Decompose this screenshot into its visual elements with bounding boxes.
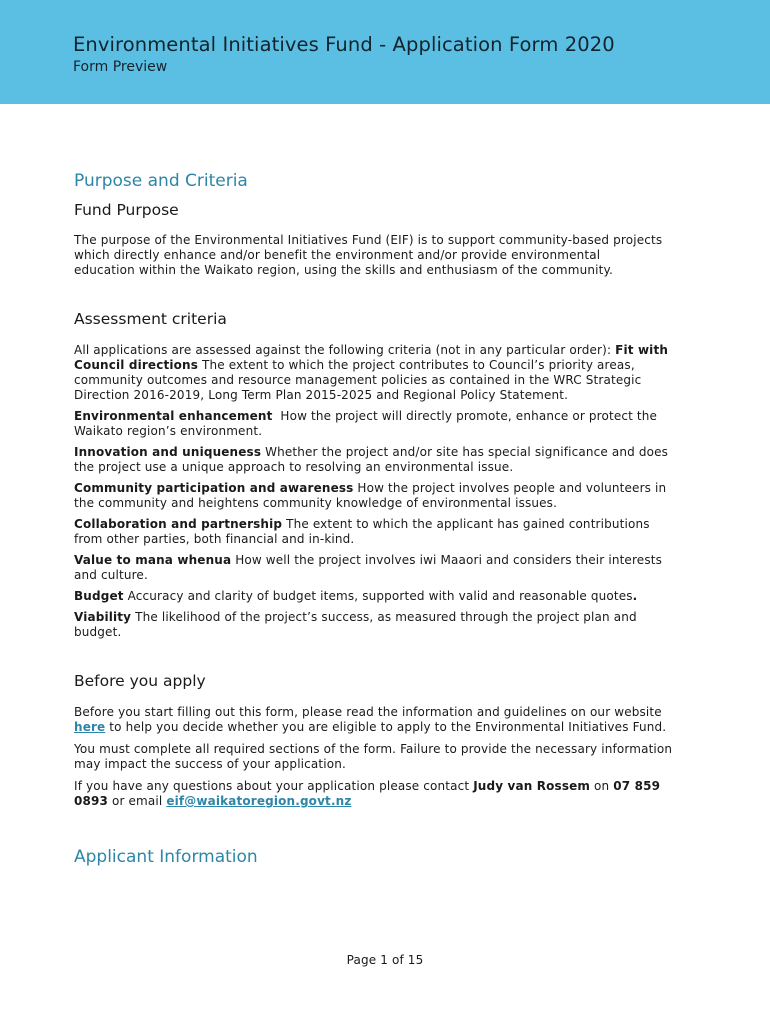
- criterion-text: The extent to which the project contributes to Council’s priority areas, community outcomes and resource management policies as contained in the WRC Strategic Direction 2016-2019, Long Term Plan 2015-2025 and Regional Policy Statement.: [74, 358, 642, 402]
- assessment-criterion-8: [74, 610, 674, 640]
- contact-phone: 07 859 0893: [74, 779, 661, 808]
- purpose-section-title: Purpose and Criteria: [74, 171, 248, 191]
- criterion-text: Whether the project and/or site has special significance and does the project use a unique approach to resolving an environmental issue.: [74, 445, 669, 474]
- before-apply-paragraph-3: [74, 779, 674, 809]
- before-apply-paragraph-2: You must complete all required sections of the form. Failure to provide the necessary information may impact the success of your application.: [74, 742, 673, 771]
- guidelines-link[interactable]: here: [74, 720, 106, 734]
- criterion-label: Viability: [74, 610, 132, 624]
- criterion-text: Accuracy and clarity of budget items, supported with valid and reasonable quotes: [123, 589, 633, 603]
- criterion-label: Innovation and uniqueness: [74, 445, 262, 459]
- criterion-label: Environmental enhancement: [74, 409, 273, 423]
- fund-purpose-title: Fund Purpose: [74, 201, 179, 219]
- form-title: Environmental Initiatives Fund - Application Form 2020: [73, 33, 615, 56]
- assessment-criterion-4: [74, 481, 674, 511]
- criterion-text: The likelihood of the project’s success, as measured through the project plan and budget.: [74, 610, 637, 639]
- criterion-label: Community participation and awareness: [74, 481, 354, 495]
- criterion-text: How the project will directly promote, enhance or protect the Waikato region’s environment.: [74, 409, 662, 438]
- criterion-text: The extent to which the applicant has gained contributions from other parties, both financial and in-kind.: [74, 517, 650, 546]
- criterion-suffix: .: [632, 589, 638, 603]
- contact-email-link[interactable]: eif@waikatoregion.govt.nz: [166, 794, 352, 808]
- before-apply-paragraph-1: [74, 705, 674, 735]
- criterion-text: How the project involves people and volunteers in the community and heightens community knowledge of environmental issues.: [74, 481, 667, 510]
- criterion-label: Fit with Council directions: [74, 343, 669, 372]
- assessment-criterion-1: [74, 343, 674, 403]
- before-apply-text: Before you start filling out this form, please read the information and guidelines on our website: [74, 705, 662, 719]
- before-apply-title: Before you apply: [74, 672, 206, 690]
- form-subtitle: Form Preview: [73, 59, 168, 75]
- assessment-criterion-7: [74, 589, 674, 604]
- page-header: [0, 0, 770, 104]
- assessment-title: Assessment criteria: [74, 310, 227, 328]
- criterion-label: Collaboration and partnership: [74, 517, 283, 531]
- form-content: [74, 170, 674, 868]
- criterion-label: Value to mana whenua: [74, 553, 232, 567]
- contact-text: on: [590, 779, 614, 793]
- contact-text: If you have any questions about your application please contact: [74, 779, 474, 793]
- assessment-criterion-3: [74, 445, 674, 475]
- criterion-label: Budget: [74, 589, 124, 603]
- criterion-text: How well the project involves iwi Maaori and considers their interests and culture.: [74, 553, 662, 582]
- contact-name: Judy van Rossem: [473, 779, 591, 793]
- assessment-criterion-6: [74, 553, 674, 583]
- assessment-criterion-5: [74, 517, 674, 547]
- applicant-section-title: Applicant Information: [74, 847, 258, 867]
- page-number: Page 1 of 15: [346, 953, 424, 967]
- assessment-intro: All applications are assessed against the following criteria (not in any particular order):: [74, 343, 616, 357]
- assessment-criterion-2: [74, 409, 674, 439]
- fund-purpose-text: The purpose of the Environmental Initiatives Fund (EIF) is to support community-based projects which directly enhance and/or benefit the environment and/or provide environmental education within the Waikato region, using the skills and enthusiasm of the community.: [74, 233, 663, 277]
- contact-text: or email: [108, 794, 167, 808]
- before-apply-text: to help you decide whether you are eligible to apply to the Environmental Initiatives Fund.: [105, 720, 667, 734]
